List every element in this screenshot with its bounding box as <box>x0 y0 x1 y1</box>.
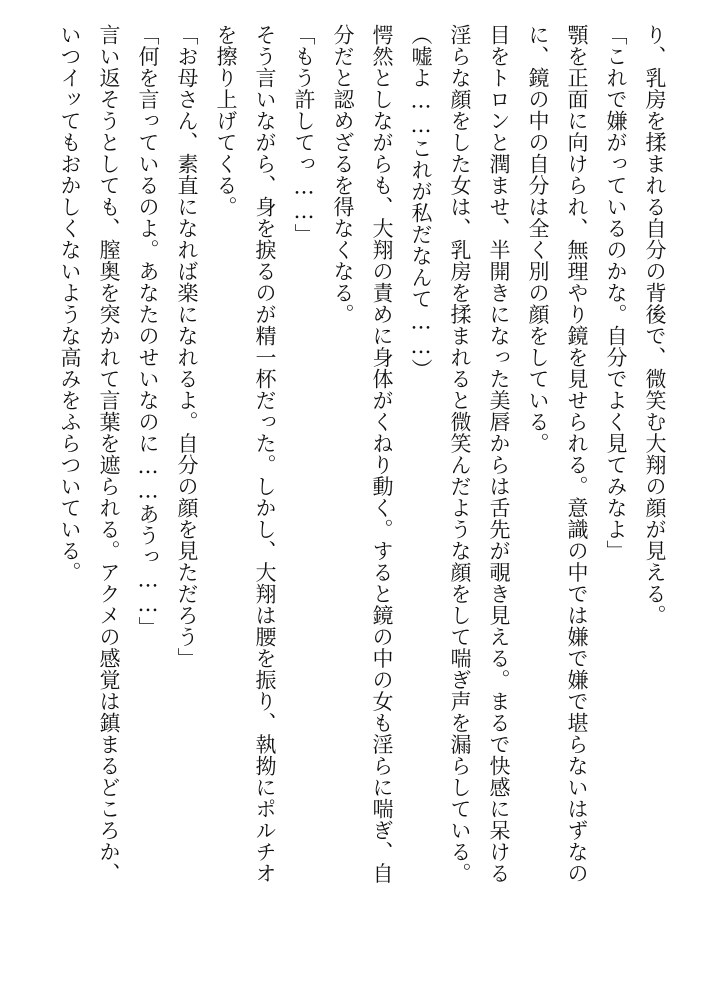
text-line-14: 「何を言っているのよ。あなたのせいなのに……あうっ……」 <box>136 24 160 638</box>
text-line-10: 「もう許してっ……」 <box>292 24 316 245</box>
text-line-5: 目をトロンと潤ませ、半開きになった美唇からは舌先が覗き見える。まるで快感に呆ける <box>487 24 511 884</box>
text-line-2: 「これで嫌がっているのかな。自分でよく見てみなよ」 <box>604 24 628 562</box>
text-line-4: に、鏡の中の自分は全く別の顔をしている。 <box>526 24 550 454</box>
text-line-13: 「お母さん、素直になれば楽になれるよ。自分の顔を見ただろう」 <box>175 24 199 669</box>
text-line-7: （嘘よ……これが私だなんて……） <box>409 24 433 380</box>
text-line-11: そう言いながら、身を捩るのが精一杯だった。しかし、大翔は腰を振り、執拗にポルチオ <box>253 24 277 884</box>
text-line-16: いつイッてもおかしくないような高みをふらついている。 <box>58 24 82 583</box>
text-line-1: り、乳房を揉まれる自分の背後で、微笑む大翔の顔が見える。 <box>643 24 667 626</box>
text-line-6: 淫らな顔をした女は、乳房を揉まれると微笑んだような顔をして喘ぎ声を漏らしている。 <box>448 24 472 884</box>
text-line-8: 愕然としながらも、大翔の責めに身体がくねり動く。すると鏡の中の女も淫らに喘ぎ、自 <box>370 24 394 884</box>
text-line-3: 顎を正面に向けられ、無理やり鏡を見せられる。意識の中では嫌で嫌で堪らないはずなの <box>565 24 589 884</box>
text-line-15: 言い返そうとしても、膣奥を突かれて言葉を遮られる。アクメの感覚は鎮まるどころか、 <box>97 24 121 884</box>
text-line-12: を擦り上げてくる。 <box>214 24 238 218</box>
text-line-9: 分だと認めざるを得なくなる。 <box>331 24 355 325</box>
